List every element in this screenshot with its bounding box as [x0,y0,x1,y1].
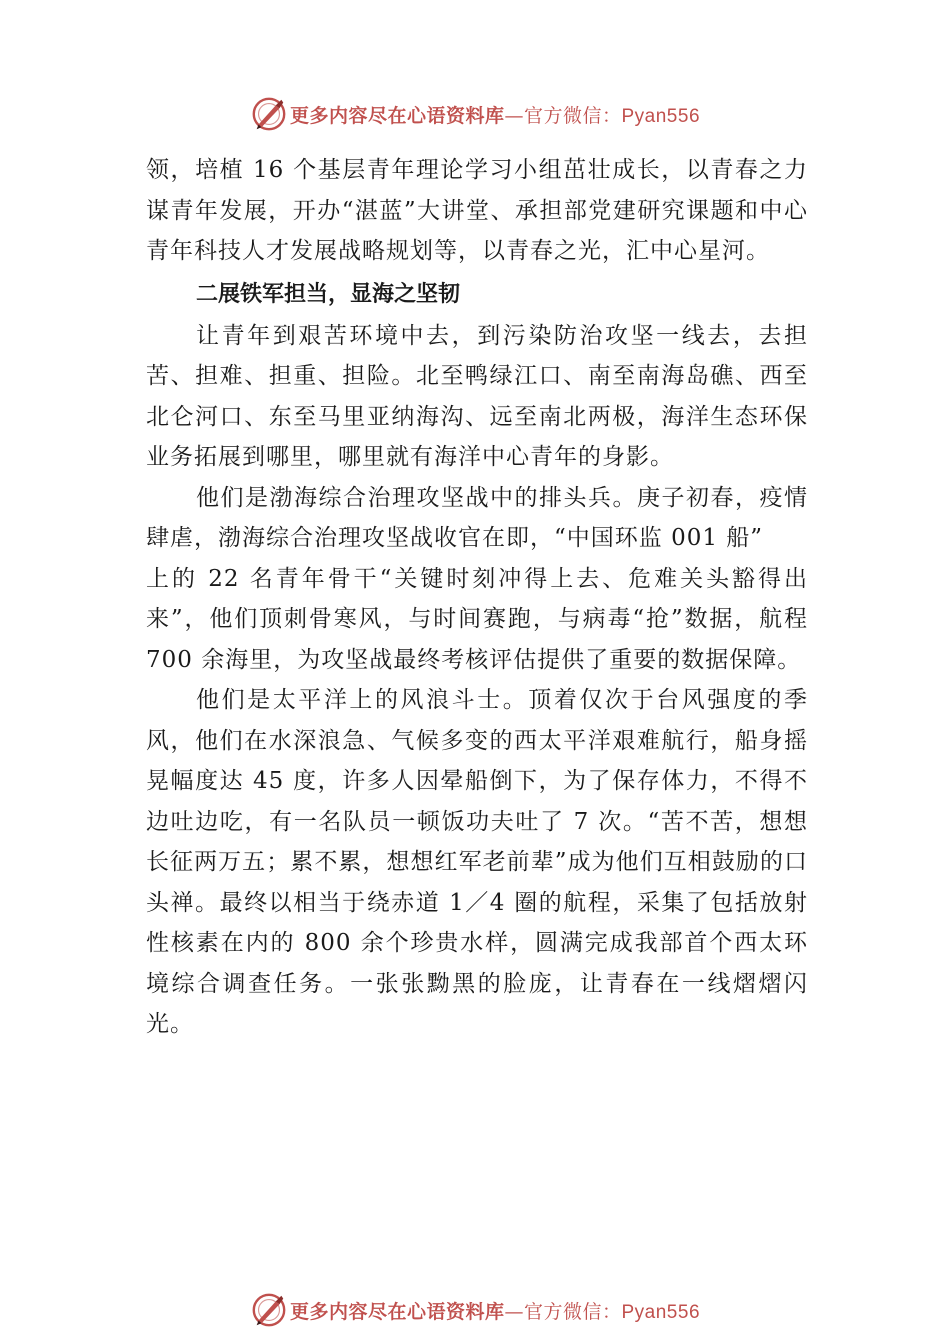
watermark-separator: — [504,104,524,127]
watermark-label: 官方微信： [523,1300,622,1323]
paragraph-continuation: 领，培植 16 个基层青年理论学习小组茁壮成长，以青春之力谋青年发展，开办“湛蓝”大讲堂、承担部党建研究课题和中心青年科技人才发展战略规划等，以青春之光，汇中心星河。 [146,157,808,264]
pen-seal-icon [250,1291,288,1329]
watermark-brand: 更多内容尽在心语资料库 [289,1300,505,1323]
paragraph-youth-frontline: 让青年到艰苦环境中去，到污染防治攻坚一线去，去担苦、担难、担重、担险。北至鸭绿江口、南至南海岛礁、西至北仑河口、东至马里亚纳海沟、远至南北两极，海洋生态环保业务拓展到哪里，哪里就有海洋中心青年的身影。 [146,322,808,470]
paragraph-pacific: 他们是太平洋上的风浪斗士。顶着仅次于台风强度的季风，他们在水深浪急、气候多变的西太平洋艰难航行，船身摇晃幅度达 45 度，许多人因晕船倒下，为了保存体力，不得不边吐边吃，有一名队员一顿饭功夫吐了 7 次。“苦不苦，想想长征两万五；累不累，想想红军老前辈”成为他们互相鼓励的口头禅。最终以相当于绕赤道 1／4 圈的航程，采集了包括放射性核素在内的 800 余个珍贵水样，圆满完成我部首个西太环境综合调查任务。一张张黝黑的脸庞，让青春在一线熠熠闪光。 [146,687,808,1037]
paragraph-bohai-part1: 他们是渤海综合治理攻坚战中的排头兵。庚子初春，疫情肆虐，渤海综合治理攻坚战收官在即，“中国环监 001 船” [146,484,808,551]
watermark-wechat-id: Pyan556 [621,105,701,127]
header-watermark [0,94,950,134]
pen-seal-icon [250,95,288,133]
watermark-wechat-id: Pyan556 [621,1301,701,1323]
watermark-text [290,1297,700,1324]
document-body [146,150,808,1045]
section-heading: 二展铁军担当，显海之坚韧 [196,281,461,307]
paragraph-bohai-part2: 上的 22 名青年骨干“关键时刻冲得上去、危难关头豁得出来”，他们顶刺骨寒风，与时间赛跑，与病毒“抢”数据，航程 700 余海里，为攻坚战最终考核评估提供了重要的数据保障。 [146,565,808,673]
watermark-label: 官方微信： [523,104,622,127]
footer-watermark [0,1290,950,1330]
watermark-separator: — [504,1300,524,1323]
watermark-text [290,101,700,128]
watermark-brand: 更多内容尽在心语资料库 [289,104,505,127]
